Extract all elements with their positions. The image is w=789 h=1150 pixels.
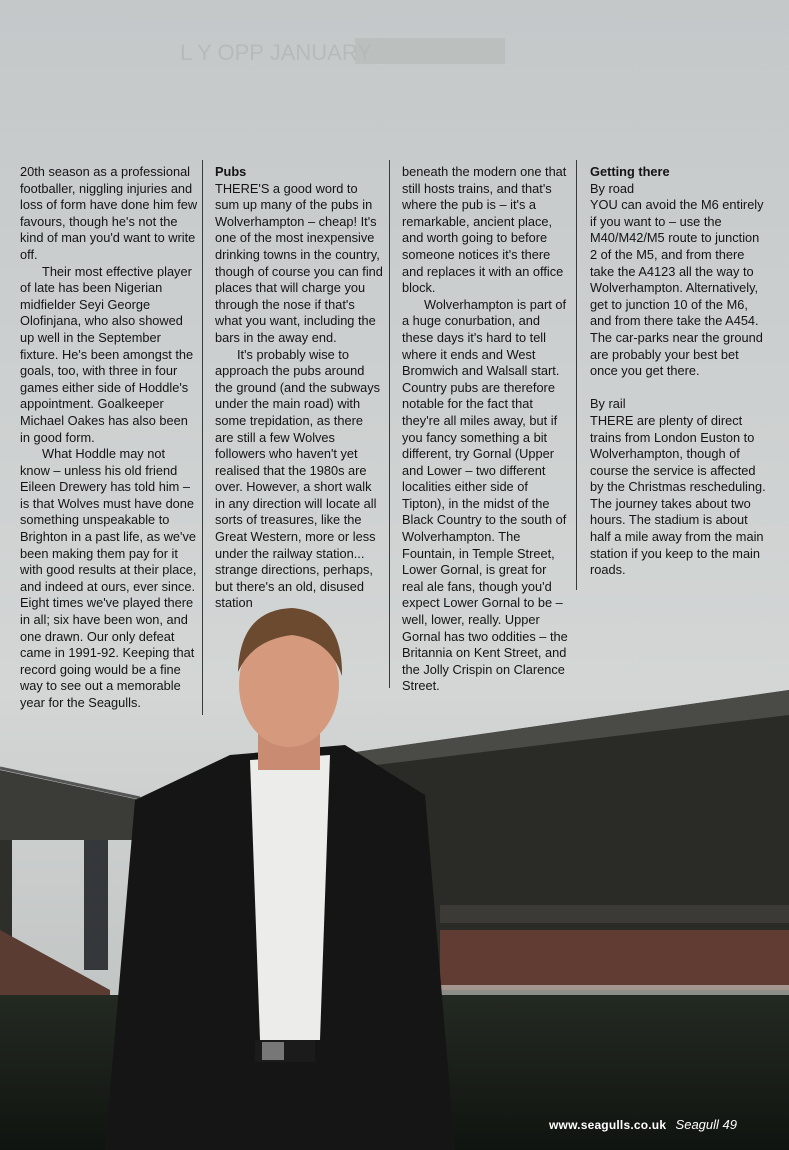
column-4-paragraph: THERE are plenty of direct trains from London Euston to Wolverhampton, though of course the service is affected by the Christmas rescheduling. The journey takes about two hours. The stadium is about half a mile away from the main station if you keep to the main roads. <box>590 412 766 578</box>
column-2-paragraph: It's probably wise to approach the pubs around the ground (and the subways under the main road) with some trepidation, as there are still a few Wolves followers who haven't yet realised that the 1980s are over. However, a short walk in any direction will locate all sorts of treasures, like the Great Western, more or less under the railway station... strange directions, perhaps, but there's an old, disused station <box>215 346 381 611</box>
column-1-paragraph: Their most effective player of late has been Nigerian midfielder Seyi George Olofinjana, who also showed up well in the September fixture. He's been amongst the goals, too, with three in four games either side of Hoddle's appointment. Goalkeeper Michael Oakes has also been in good form. <box>20 263 194 445</box>
column-4-paragraph: YOU can avoid the M6 entirely if you want to – use the M40/M42/M5 route to junction 2 of the M5, and from there take the A4123 all the way to Wolverhampton. Alternatively, get to junction 10 of the M6, and from there take the A454. The car-parks near the ground are probably your best bet once you get there. <box>590 197 764 379</box>
subheading-by-road: By road <box>590 180 635 196</box>
footer-url: www.seagulls.co.uk <box>549 1118 667 1132</box>
column-2 <box>215 164 383 612</box>
column-4 <box>590 164 766 579</box>
svg-text:L Y OPP JANUARY: L Y OPP JANUARY <box>180 40 372 65</box>
column-1-paragraph: What Hoddle may not know – unless his old friend Eileen Drewery has told him – is that Wolves must have done something unspeakable to Brighton in a past life, as we've been making them pay for it with good results at their place, and indeed at ours, ever since. Eight times we've played there in all; six have been won, and one drawn. Our only defeat came in 1991-92. Keeping that record going would be a fine way to see out a memorable year for the Seagulls. <box>20 446 197 710</box>
column-rule <box>576 160 577 590</box>
footer-page-number: Seagull 49 <box>675 1117 737 1132</box>
section-heading-getting-there: Getting there <box>590 164 670 179</box>
column-rule <box>202 160 203 715</box>
subheading-by-rail: By rail <box>590 396 626 412</box>
column-3-paragraph: Wolverhampton is part of a huge conurbation, and these days it's hard to tell where it ends and West Bromwich and Walsall start. Country pubs are therefore notable for the fact that they're all miles away, but if you fancy something a bit different, try Gornal (Upper and Lower – two different localities either side of Tipton), in the midst of the Black Country to the south of Wolverhampton. The Fountain, in Temple Street, Lower Gornal, is great for real ale fans, though you'd expect Lower Gornal to be – well, lower, really. Upper Gornal has two oddities – the Britannia on Kent Street, and the Jolly Crispin on Clarence Street. <box>402 296 568 694</box>
section-heading-pubs: Pubs <box>215 164 247 179</box>
column-3-paragraph: beneath the modern one that still hosts trains, and that's where the pub is – it's a remarkable, ancient place, and worth going to before someone notices it's there and replaces it with an office block. <box>402 164 567 296</box>
column-rule <box>389 160 390 688</box>
column-3 <box>402 164 568 695</box>
page-footer <box>549 1117 737 1132</box>
column-1-paragraph: 20th season as a professional footballer, niggling injuries and loss of form have done him few favours, though he's not the kind of man you'd want to write off. <box>20 164 198 262</box>
column-1 <box>20 164 198 712</box>
column-2-paragraph: THERE'S a good word to sum up many of the pubs in Wolverhampton – cheap! It's one of the most inexpensive drinking towns in the country, though of course you can find places that will charge you through the nose if that's what you want, including the bars in the away end. <box>215 180 383 345</box>
